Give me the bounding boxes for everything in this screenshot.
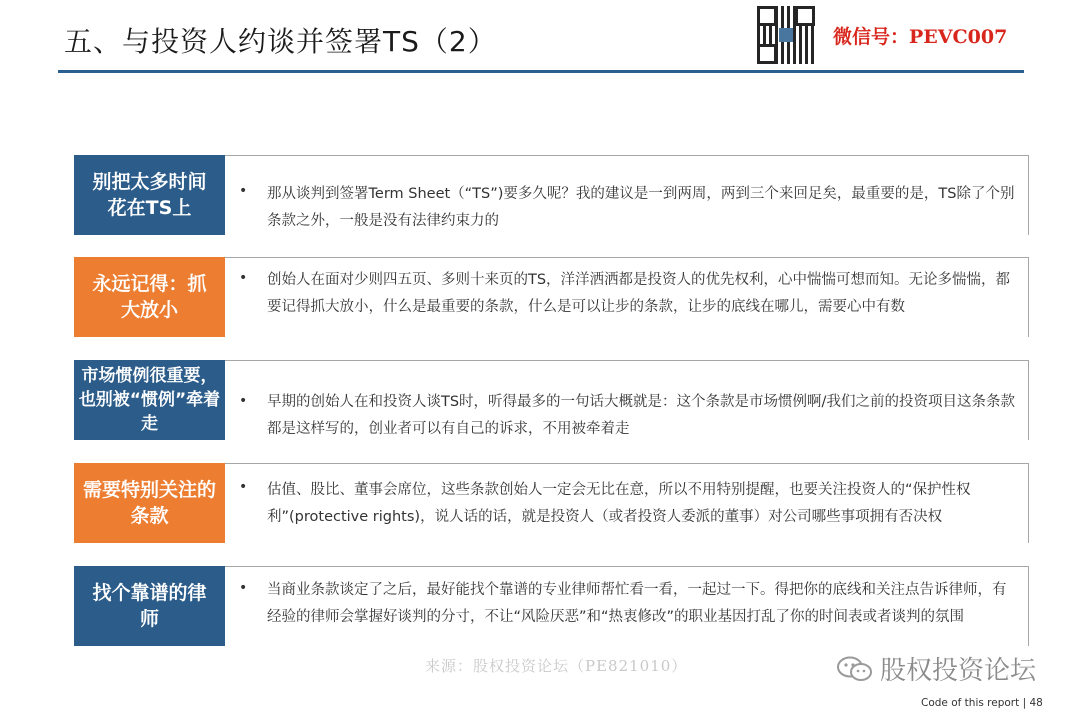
wechat-id: 微信号：PEVC007 <box>833 26 1008 48</box>
row-tag: 永远记得：抓大放小 <box>74 257 225 337</box>
page-title: 五、与投资人约谈并签署TS（2） <box>64 25 497 58</box>
row-3 <box>74 360 1029 440</box>
qr-center-mark <box>779 28 793 42</box>
wechat-icon <box>836 655 874 683</box>
qr-corner-mark <box>757 44 777 64</box>
row-tag: 市场惯例很重要，也别被“惯例”牵着走 <box>74 360 225 440</box>
bullet-icon: • <box>239 479 248 495</box>
title-divider <box>58 70 1024 73</box>
bullet-icon: • <box>239 580 248 596</box>
page-footer: Code of this report | 48 <box>921 697 1043 709</box>
brand-text: 股权投资论坛 <box>880 656 1037 686</box>
bullet-icon: • <box>239 393 248 409</box>
row-2 <box>74 257 1029 337</box>
row-text: 早期的创始人在和投资人谈TS时，听得最多的一句话大概就是：这个条款是市场惯例啊/我们之前的投资项目这条条款都是这样写的，创业者可以有自己的诉求，不用被牵着走 <box>267 394 1015 437</box>
source-watermark: 来源：股权投资论坛（PE821010） <box>425 657 688 675</box>
bullet-icon: • <box>239 183 248 199</box>
row-text: 当商业条款谈定了之后，最好能找个靠谱的专业律师帮忙看一看，一起过一下。得把你的底线和关注点告诉律师，有经验的律师会掌握好谈判的分寸，不让“风险厌恶”和“热衷修改”的职业基因打乱了你的时间表或者谈判的氛围 <box>267 582 1007 625</box>
row-1 <box>74 155 1029 235</box>
brand-watermark <box>836 650 1036 687</box>
row-5 <box>74 566 1029 646</box>
row-tag: 别把太多时间花在TS上 <box>74 155 225 235</box>
row-tag: 需要特别关注的条款 <box>74 463 225 543</box>
bullet-icon: • <box>239 270 248 286</box>
row-tag: 找个靠谱的律师 <box>74 566 225 646</box>
row-4 <box>74 463 1029 543</box>
row-text: 创始人在面对少则四五页、多则十来页的TS，洋洋洒洒都是投资人的优先权利，心中惴惴可想而知。无论多惴惴，都要记得抓大放小，什么是最重要的条款，什么是可以让步的条款，让步的底线在哪儿，需要心中有数 <box>267 272 1011 315</box>
row-text: 那从谈判到签署Term Sheet（“TS”)要多久呢？我的建议是一到两周，两到三个来回足矣，最重要的是，TS除了个别条款之外，一般是没有法律约束力的 <box>267 186 1015 229</box>
row-text: 估值、股比、董事会席位，这些条款创始人一定会无比在意，所以不用特别提醒，也要关注投资人的“保护性权利”(protective rights)，说人话的话，就是投资人（或者投资人委派的董事）对公司哪些事项拥有否决权 <box>267 482 971 525</box>
qr-code <box>757 6 815 64</box>
